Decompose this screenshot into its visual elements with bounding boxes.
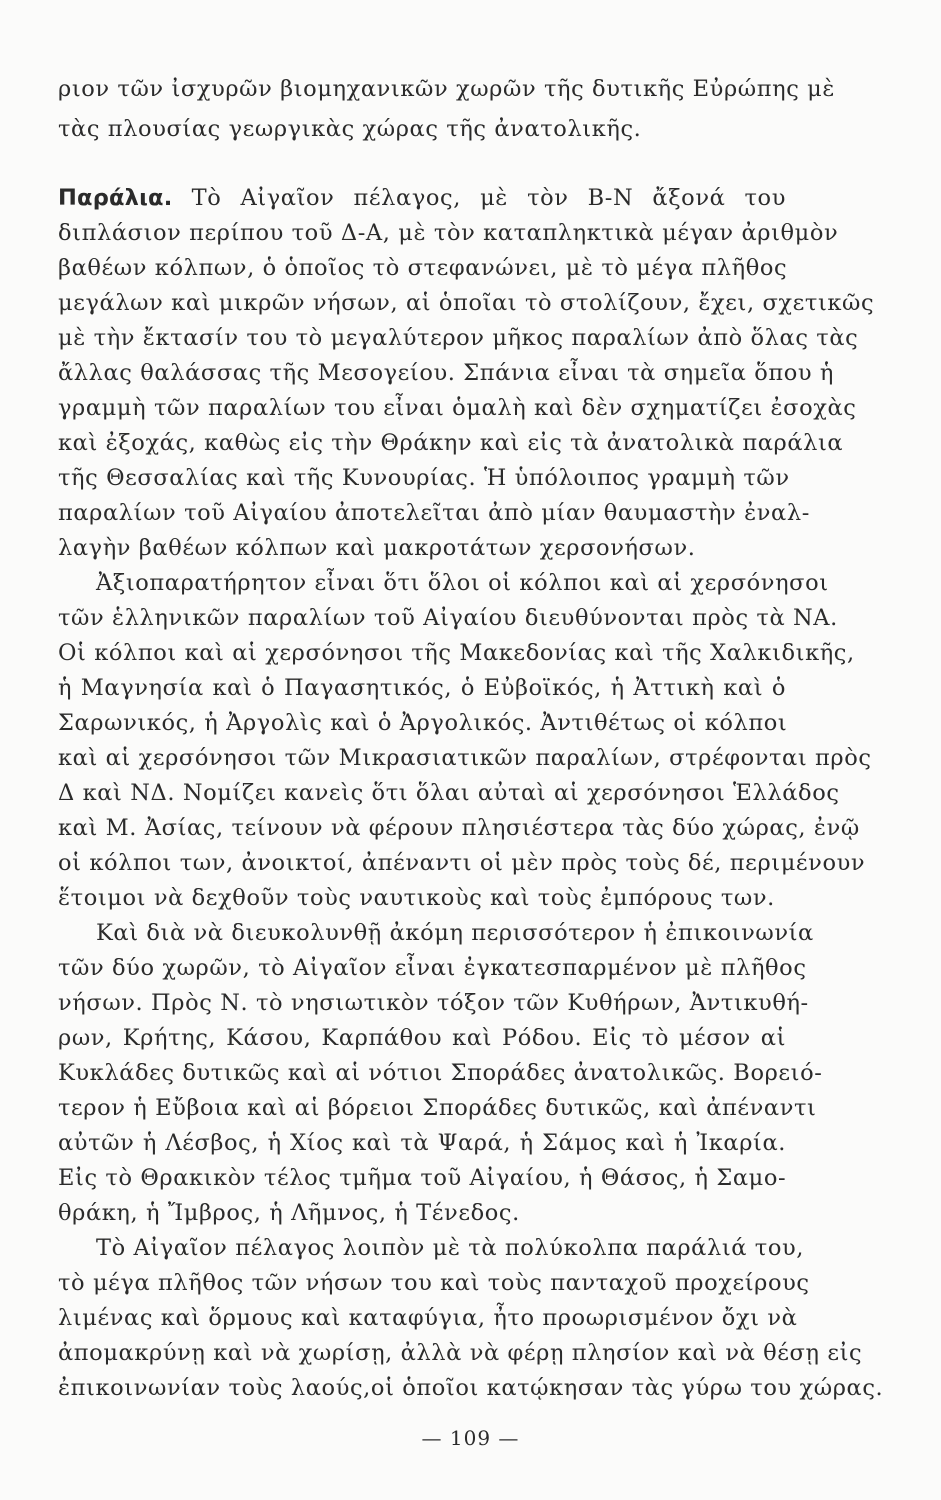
text-line: διπλάσιον περίπου τοῦ Δ-Α, μὲ τὸν καταπληκτικὰ μέγαν ἀριθμὸν (58, 220, 839, 246)
text-line: καὶ αἱ χερσόνησοι τῶν Μικρασιατικῶν παραλίων, στρέφονται πρὸς (58, 745, 872, 771)
text-line: Οἱ κόλποι καὶ αἱ χερσόνησοι τῆς Μακεδονίας καὶ τῆς Χαλκιδικῆς, (58, 640, 855, 666)
text-line: θράκη, ἡ Ἴμβρος, ἡ Λῆμνος, ἡ Τένεδος. (58, 1200, 520, 1226)
text-line: τῆς Θεσσαλίας καὶ τῆς Κυνουρίας. Ἡ ὑπόλοιπος γραμμὴ τῶν (58, 465, 790, 491)
text-line: Ἀξιοπαρατήρητον εἶναι ὅτι ὅλοι οἱ κόλποι καὶ αἱ χερσόνησοι (96, 570, 829, 596)
text-line: Σαρωνικός, ἡ Ἀργολὶς καὶ ὁ Ἀργολικός. Ἀντιθέτως οἱ κόλποι (58, 710, 788, 736)
text-line: ἀπομακρύνῃ καὶ νὰ χωρίσῃ, ἀλλὰ νὰ φέρῃ πλησίον καὶ νὰ θέσῃ εἰς (58, 1340, 863, 1366)
text-line: αὐτῶν ἡ Λέσβος, ἡ Χίος καὶ τὰ Ψαρά, ἡ Σάμος καὶ ἡ Ἰκαρία. (58, 1130, 786, 1156)
text-line: βαθέων κόλπων, ὁ ὁποῖος τὸ στεφανώνει, μὲ τὸ μέγα πλῆθος (58, 255, 788, 281)
text-line: μὲ τὴν ἔκτασίν του τὸ μεγαλύτερον μῆκος παραλίων ἀπὸ ὅλας τὰς (58, 325, 859, 351)
text-line: γραμμὴ τῶν παραλίων του εἶναι ὁμαλὴ καὶ δὲν σχηματίζει ἐσοχὰς (58, 395, 857, 421)
text-line: νήσων. Πρὸς Ν. τὸ νησιωτικὸν τόξον τῶν Κυθήρων, Ἀντικυθή- (58, 990, 809, 1016)
text-line: ἄλλας θαλάσσας τῆς Μεσογείου. Σπάνια εἶναι τὰ σημεῖα ὅπου ἡ (58, 360, 834, 386)
text-line: τὸ μέγα πλῆθος τῶν νήσων του καὶ τοὺς πανταχοῦ προχείρους (58, 1270, 810, 1296)
text-line: ρων, Κρήτης, Κάσου, Καρπάθου καὶ Ρόδου. Εἰς τὸ μέσον αἱ (58, 1025, 786, 1051)
text-line: Τὸ Αἰγαῖον πέλαγος λοιπὸν μὲ τὰ πολύκολπα παράλιά του, (96, 1235, 805, 1261)
text-line: τερον ἡ Εὔβοια καὶ αἱ βόρειοι Σποράδες δυτικῶς, καὶ ἀπέναντι (58, 1095, 817, 1121)
text-line: τῶν ἑλληνικῶν παραλίων τοῦ Αἰγαίου διευθύνονται πρὸς τὰ ΝΑ. (58, 605, 838, 631)
text-line: λιμένας καὶ ὅρμους καὶ καταφύγια, ἦτο προωρισμένον ὄχι νὰ (58, 1305, 798, 1331)
text-line: Τὸ Αἰγαῖον πέλαγος, μὲ τὸν Β-Ν ἄξονά του (191, 185, 786, 211)
text-line: οἱ κόλποι των, ἀνοικτοί, ἀπέναντι οἱ μὲν πρὸς τοὺς δέ, περιμένουν (58, 850, 866, 876)
text-line: λαγὴν βαθέων κόλπων καὶ μακροτάτων χερσονήσων. (58, 535, 696, 561)
text-line: παραλίων τοῦ Αἰγαίου ἀποτελεῖται ἀπὸ μίαν θαυμαστὴν ἐναλ- (58, 500, 810, 526)
text-line: καὶ Μ. Ἀσίας, τείνουν νὰ φέρουν πλησιέστερα τὰς δύο χώρας, ἐνῷ (58, 815, 860, 841)
page-number: — 109 — (421, 1426, 520, 1450)
text-line: τῶν δύο χωρῶν, τὸ Αἰγαῖον εἶναι ἐγκατεσπαρμένον μὲ πλῆθος (58, 955, 807, 981)
text-line: ἕτοιμοι νὰ δεχθοῦν τοὺς ναυτικοὺς καὶ τοὺς ἐμπόρους των. (58, 885, 775, 911)
text-line: μεγάλων καὶ μικρῶν νήσων, αἱ ὁποῖαι τὸ στολίζουν, ἔχει, σχετικῶς (58, 290, 875, 316)
text-line: Εἰς τὸ Θρακικὸν τέλος τμῆμα τοῦ Αἰγαίου, ἡ Θάσος, ἡ Σαμο- (58, 1165, 787, 1191)
text-line: ἐπικοινωνίαν τοὺς λαούς,οἱ ὁποῖοι κατῴκησαν τὰς γύρω του χώρας. (58, 1375, 884, 1401)
section-heading: Παράλια. (58, 185, 173, 211)
text-line: ριον τῶν ἰσχυρῶν βιομηχανικῶν χωρῶν τῆς δυτικῆς Εὐρώπης μὲ (58, 76, 836, 102)
text-line: Καὶ διὰ νὰ διευκολυνθῇ ἀκόμη περισσότερον ἡ ἐπικοινωνία (96, 920, 814, 946)
text-line: ἡ Μαγνησία καὶ ὁ Παγασητικός, ὁ Εὐβοϊκός, ἡ Ἀττικὴ καὶ ὁ (58, 675, 786, 701)
text-line: Δ καὶ ΝΔ. Νομίζει κανεὶς ὅτι ὅλαι αὐταὶ αἱ χερσόνησοι Ἑλλάδος (58, 780, 840, 806)
paragraph-line (58, 181, 786, 215)
text-line: καὶ ἐξοχάς, καθὼς εἰς τὴν Θράκην καὶ εἰς τὰ ἀνατολικὰ παράλια (58, 430, 844, 456)
text-line: τὰς πλουσίας γεωργικὰς χώρας τῆς ἀνατολικῆς. (58, 116, 642, 142)
text-line: Κυκλάδες δυτικῶς καὶ αἱ νότιοι Σποράδες ἀνατολικῶς. Βορειό- (58, 1060, 823, 1086)
